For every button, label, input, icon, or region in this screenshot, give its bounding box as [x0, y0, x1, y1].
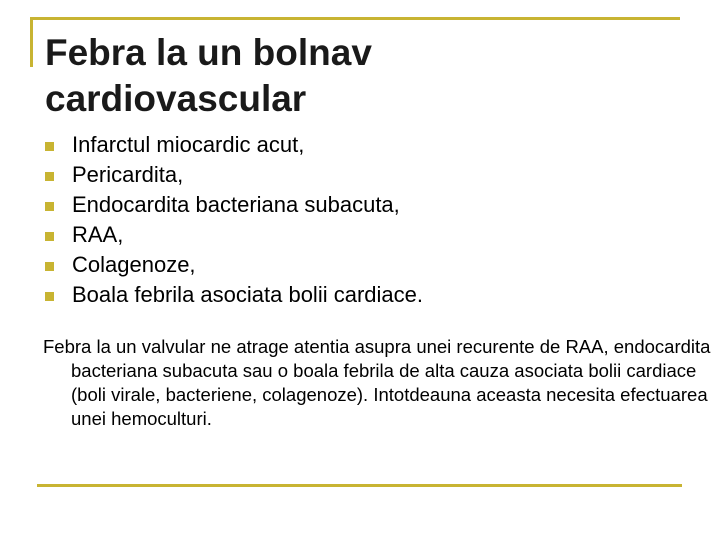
square-bullet-icon — [45, 142, 54, 151]
square-bullet-icon — [45, 202, 54, 211]
bullet-text: Boala febrila asociata bolii cardiace. — [72, 282, 423, 307]
title-line-1: Febra la un bolnav — [45, 32, 372, 73]
square-bullet-icon — [45, 232, 54, 241]
bullet-text: RAA, — [72, 222, 124, 247]
square-bullet-icon — [45, 262, 54, 271]
square-bullet-icon — [45, 172, 54, 181]
slide-title — [45, 30, 372, 122]
top-rule — [30, 17, 680, 20]
left-rule — [30, 17, 33, 67]
title-line-2: cardiovascular — [45, 78, 307, 119]
bullet-text: Pericardita, — [72, 162, 184, 187]
bottom-rule — [37, 484, 682, 487]
bullet-text: Infarctul miocardic acut, — [72, 132, 305, 157]
bullet-text: Colagenoze, — [72, 252, 196, 277]
bullet-text: Endocardita bacteriana subacuta, — [72, 192, 400, 217]
body-paragraph: Febra la un valvular ne atrage atentia asupra unei recurente de RAA, endocardita bacteriana subacuta sau o boala febrila de alta cauza asociata bolii cardiace (boli virale, bacteriene, colagenoze). Intotdeauna aceasta necesita efectuarea unei hemoculturi. — [43, 336, 711, 429]
square-bullet-icon — [45, 292, 54, 301]
